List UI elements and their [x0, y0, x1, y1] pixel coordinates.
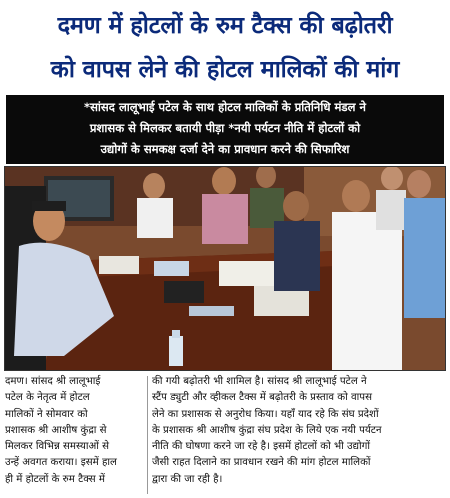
article-line: दमण। सांसद श्री लालूभाई: [5, 376, 101, 387]
article-line: लेने का प्रशासक से अनुरोध किया। यहाँ याद रहे कि संघ प्रदेशों: [152, 408, 379, 420]
article-column-left: [5, 374, 143, 488]
article-line: ही में होटलों के रुम टैक्स में: [5, 473, 105, 485]
article-line: द्वारा की जा रही है।: [152, 473, 223, 485]
headline-line-1: दमण में होटलों के रुम टैक्स की बढ़ोतरी: [57, 11, 393, 39]
headline-line-2: को वापस लेने की होटल मालिकों की मांग: [50, 55, 400, 83]
meeting-photo: [4, 166, 446, 371]
article-line: मिलकर विभिन्न समस्याओं से: [5, 441, 110, 453]
article-line: स्टैंप ड्युटी और व्हीकल टैक्स में बढ़ोतरी के प्रस्ताव को वापस: [152, 392, 372, 404]
article-line: की गयी बढ़ोतरी भी शामिल है। सांसद श्री लालूभाई पटेल ने: [152, 376, 367, 387]
article-line: नीति की घोषणा करने जा रहे है। इसमें होटलों को भी उद्योगों: [152, 441, 371, 453]
headline: [4, 0, 446, 94]
article-line: पटेल के नेतृत्व में होटल: [5, 392, 90, 404]
subheadline-line-3: उद्योगों के समकक्ष दर्जा देने का प्रावधान करने की सिफारिश: [100, 142, 350, 156]
column-divider: [147, 376, 148, 494]
article-line: मालिकों ने सोमवार को: [5, 408, 88, 420]
article-line: उन्हें अवगत कराया। इसमें हाल: [5, 457, 117, 469]
article-line: के प्रशासक श्री आशीष कुंद्रा संघ प्रदेश के लिये एक नयी पर्यटन: [152, 424, 382, 436]
subheadline-box: [6, 95, 444, 164]
article-line: जैसी राहत दिलाने का प्रावधान रखने की मांग होटल मालिकों: [152, 457, 371, 469]
article-line: प्रशासक श्री आशीष कुंद्रा से: [5, 424, 107, 436]
subheadline-line-1: *सांसद लालूभाई पटेल के साथ होटल मालिकों के प्रतिनिधि मंडल ने: [84, 100, 366, 114]
subheadline-line-2: प्रशासक से मिलकर बतायी पीड़ा *नयी पर्यटन नीति में होटलों को: [89, 121, 361, 135]
article-column-right: [152, 374, 446, 488]
